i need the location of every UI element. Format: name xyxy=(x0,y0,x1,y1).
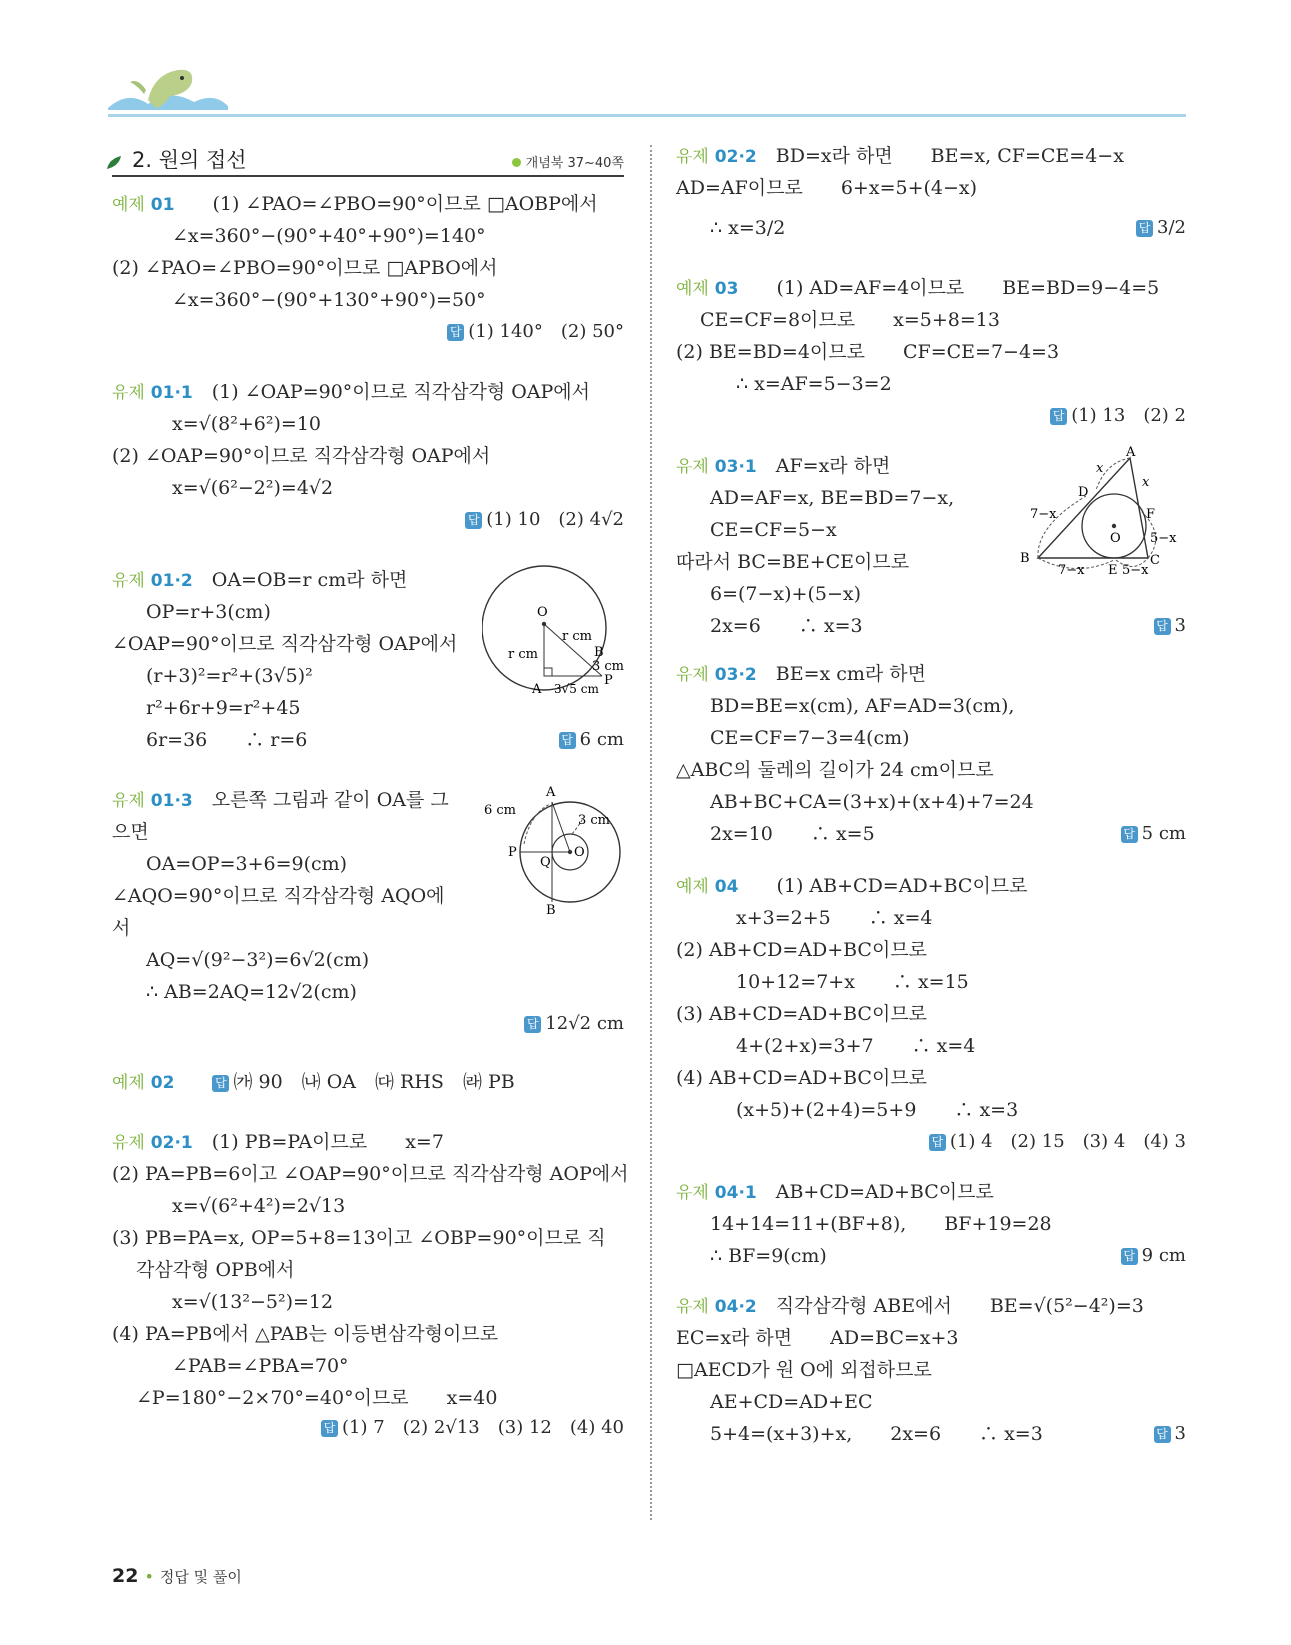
label-5-x-right: 5−x xyxy=(1150,531,1177,546)
solution-line: ∠x=360°−(90°+40°+90°)=140° xyxy=(172,225,486,247)
solution-line: (2) BE=BD=4이므로 CF=CE=7−4=3 xyxy=(676,341,1060,363)
label-3cm: 3 cm xyxy=(592,659,625,674)
answer-mark-icon: 답 xyxy=(465,512,482,529)
answer-mark-icon: 답 xyxy=(1154,1426,1171,1443)
solution-line: 5+4=(x+3)+x, 2x=6 ∴ x=3 xyxy=(710,1423,1043,1445)
solution-line: △ABC의 둘레의 길이가 24 cm이므로 xyxy=(676,759,994,781)
footer-title: 정답 및 풀이 xyxy=(159,1568,242,1586)
center-point xyxy=(542,622,546,626)
label-A: A xyxy=(546,785,556,800)
solution-line: 으면 xyxy=(112,821,149,843)
solution-line: CE=CF=8이므로 x=5+8=13 xyxy=(700,309,1000,331)
label-A: A xyxy=(532,682,542,693)
problem-line: 유제 01·1 (1) ∠OAP=90°이므로 직각삼각형 OAP에서 xyxy=(112,381,591,403)
bullet-icon xyxy=(512,158,521,167)
label-C: C xyxy=(1150,553,1160,568)
problem-label: 예제 04 xyxy=(676,877,739,897)
answer-mark-icon: 답 xyxy=(929,1134,946,1151)
problem-line: 유제 02·1 (1) PB=PA이므로 x=7 xyxy=(112,1131,444,1153)
answer: 답 5 cm xyxy=(1121,822,1186,846)
figure-concentric-circles xyxy=(484,784,626,914)
problem-label: 유제 02·2 xyxy=(676,147,757,167)
problem-line: 예제 03 (1) AD=AF=4이므로 BE=BD=9−4=5 xyxy=(676,277,1160,299)
solution-line: x=√(6²+4²)=2√13 xyxy=(172,1195,346,1217)
right-angle-mark xyxy=(544,668,552,676)
label-O: O xyxy=(1110,531,1121,546)
solution-line: 4+(2+x)=3+7 ∴ x=4 xyxy=(736,1035,976,1057)
solution-line: ∠AQO=90°이므로 직각삼각형 AQO에 xyxy=(112,885,445,907)
solution-line: EC=x라 하면 AD=BC=x+3 xyxy=(676,1327,959,1349)
page-footer xyxy=(112,1565,242,1587)
answer: 답 3 xyxy=(1154,614,1186,638)
answer: 답 (1) 13 (2) 2 xyxy=(1050,404,1186,428)
label-7-x-left: 7−x xyxy=(1030,507,1057,522)
solution-line: □AECD가 원 O에 외접하므로 xyxy=(676,1359,932,1381)
answer: 답 (1) 140° (2) 50° xyxy=(447,320,624,344)
answer-mark-icon: 답 xyxy=(1121,1248,1138,1265)
label-B: B xyxy=(594,645,604,660)
solution-line: ∠P=180°−2×70°=40°이므로 x=40 xyxy=(136,1387,498,1409)
problem-label: 유제 03·1 xyxy=(676,457,757,477)
problem-label: 예제 03 xyxy=(676,279,739,299)
label-A: A xyxy=(1126,446,1136,460)
answer: 답 (1) 7 (2) 2√13 (3) 12 (4) 40 xyxy=(321,1416,624,1440)
solution-line: 각삼각형 OPB에서 xyxy=(136,1259,295,1281)
label-x-right: x xyxy=(1142,475,1150,490)
problem-label: 예제 01 xyxy=(112,195,175,215)
label-r-left: r cm xyxy=(508,647,538,662)
solution-line: (2) ∠OAP=90°이므로 직각삼각형 OAP에서 xyxy=(112,445,491,467)
solution-line: (4) AB+CD=AD+BC이므로 xyxy=(676,1067,928,1089)
solution-line: (3) AB+CD=AD+BC이므로 xyxy=(676,1003,928,1025)
answer-mark-icon: 답 xyxy=(559,732,576,749)
solution-line: ∠PAB=∠PBA=70° xyxy=(172,1355,349,1377)
problem-label: 유제 01·2 xyxy=(112,571,193,591)
label-3cm: 3 cm xyxy=(578,813,611,828)
problem-line: 유제 02·2 BD=x라 하면 BE=x, CF=CE=4−x xyxy=(676,145,1124,167)
solution-line: ∠OAP=90°이므로 직각삼각형 OAP에서 xyxy=(112,633,458,655)
problem-line: 유제 03·1 AF=x라 하면 xyxy=(676,455,891,477)
label-O: O xyxy=(537,605,548,620)
answer: 답 6 cm xyxy=(559,728,624,752)
solution-line: 6=(7−x)+(5−x) xyxy=(710,583,862,605)
label-Q: Q xyxy=(540,855,551,870)
section-rule xyxy=(112,175,624,177)
solution-line: (x+5)+(2+4)=5+9 ∴ x=3 xyxy=(736,1099,1019,1121)
label-O: O xyxy=(574,845,585,860)
header-whale-illustration xyxy=(108,60,1188,120)
label-B: B xyxy=(1020,551,1030,566)
problem-line: 유제 01·3 오른쪽 그림과 같이 OA를 그 xyxy=(112,789,449,811)
problem-label: 유제 04·2 xyxy=(676,1297,757,1317)
solution-line: (2) ∠PAO=∠PBO=90°이므로 □APBO에서 xyxy=(112,257,498,279)
answer-mark-icon: 답 xyxy=(1121,826,1138,843)
solution-line: AQ=√(9²−3²)=6√2(cm) xyxy=(146,949,370,971)
solution-line: ∴ x=AF=5−3=2 xyxy=(736,373,892,395)
label-B: B xyxy=(546,903,556,914)
answer-mark-icon: 답 xyxy=(1136,220,1153,237)
answer: 답 (1) 10 (2) 4√2 xyxy=(465,508,624,532)
answer: 답 9 cm xyxy=(1121,1244,1186,1268)
label-3root5: 3√5 cm xyxy=(554,682,599,693)
solution-line: AD=AF이므로 6+x=5+(4−x) xyxy=(676,177,978,199)
problem-line: 유제 01·2 OA=OB=r cm라 하면 xyxy=(112,569,408,591)
solution-line: CE=CF=7−3=4(cm) xyxy=(710,727,910,749)
solution-line: ∴ AB=2AQ=12√2(cm) xyxy=(146,981,357,1003)
concept-book-reference: 개념북 37~40쪽 xyxy=(512,152,624,171)
problem-label: 유제 02·1 xyxy=(112,1133,193,1153)
solution-line: x+3=2+5 ∴ x=4 xyxy=(736,907,933,929)
problem-label: 유제 04·1 xyxy=(676,1183,757,1203)
answer-mark-icon: 답 xyxy=(321,1420,338,1437)
problem-label: 유제 03·2 xyxy=(676,665,757,685)
label-P: P xyxy=(604,673,613,688)
figure-incircle-triangle xyxy=(1016,446,1188,578)
solution-line: AD=AF=x, BE=BD=7−x, xyxy=(710,487,955,509)
solution-line: 14+14=11+(BF+8), BF+19=28 xyxy=(710,1213,1052,1235)
solution-line: 10+12=7+x ∴ x=15 xyxy=(736,971,969,993)
label-P: P xyxy=(508,845,517,860)
label-r-top: r cm xyxy=(562,629,592,644)
answer: 답 3/2 xyxy=(1136,216,1186,240)
answer-mark-icon: 답 xyxy=(447,324,464,341)
solution-line: (3) PB=PA=x, OP=5+8=13이고 ∠OBP=90°이므로 직 xyxy=(112,1227,606,1249)
leaf-icon xyxy=(106,154,124,170)
solution-line: OP=r+3(cm) xyxy=(146,601,271,623)
problem-line: 예제 04 (1) AB+CD=AD+BC이므로 xyxy=(676,875,1028,897)
solution-line: (r+3)²=r²+(3√5)² xyxy=(146,665,313,687)
solution-line: (4) PA=PB에서 △PAB는 이등변삼각형이므로 xyxy=(112,1323,499,1345)
solution-line: CE=CF=5−x xyxy=(710,519,837,541)
answer-mark-icon: 답 xyxy=(524,1016,541,1033)
solution-line: (2) PA=PB=6이고 ∠OAP=90°이므로 직각삼각형 AOP에서 xyxy=(112,1163,629,1185)
solution-line: 2x=6 ∴ x=3 xyxy=(710,615,863,637)
label-7-x-bottom: 7−x xyxy=(1058,563,1085,578)
answer-mark-icon: 답 xyxy=(1154,618,1171,635)
solution-line: OA=OP=3+6=9(cm) xyxy=(146,853,348,875)
label-6cm: 6 cm xyxy=(484,803,517,818)
answer-mark-icon: 답 xyxy=(1050,408,1067,425)
segment-AO xyxy=(552,802,570,852)
solution-line: r²+6r+9=r²+45 xyxy=(146,697,301,719)
label-x-left: x xyxy=(1096,461,1104,476)
solution-line: 따라서 BC=BE+CE이므로 xyxy=(676,551,910,573)
answer: 답 (1) 4 (2) 15 (3) 4 (4) 3 xyxy=(929,1130,1186,1154)
problem-line: 예제 02 답 ㈎ 90 ㈏ OA ㈐ RHS ㈑ PB xyxy=(112,1071,515,1093)
solution-line: 6r=36 ∴ r=6 xyxy=(146,729,308,751)
column-divider xyxy=(650,145,652,1520)
problem-label: 예제 02 xyxy=(112,1073,175,1093)
footer-bullet-icon: • xyxy=(144,1567,154,1586)
solution-line: ∴ x=3/2 xyxy=(710,217,786,239)
page-number: 22 xyxy=(112,1565,139,1587)
answer: 답 12√2 cm xyxy=(524,1012,624,1036)
problem-label: 유제 01·1 xyxy=(112,383,193,403)
solution-line: x=√(13²−5²)=12 xyxy=(172,1291,334,1313)
solution-line: x=√(6²−2²)=4√2 xyxy=(172,477,334,499)
center-point xyxy=(1112,524,1116,528)
header-rule xyxy=(108,114,1186,117)
problem-label: 유제 01·3 xyxy=(112,791,193,811)
answer-mark-icon: 답 xyxy=(212,1075,229,1092)
label-5-x-bottom: 5−x xyxy=(1122,563,1149,578)
solution-line: AE+CD=AD+EC xyxy=(710,1391,873,1413)
solution-line: ∴ BF=9(cm) xyxy=(710,1245,827,1267)
problem-line: 유제 04·2 직각삼각형 ABE에서 BE=√(5²−4²)=3 xyxy=(676,1295,1144,1317)
solution-line: ∠x=360°−(90°+130°+90°)=50° xyxy=(172,289,486,311)
solution-line: (2) AB+CD=AD+BC이므로 xyxy=(676,939,928,961)
section-title: 2. 원의 접선 xyxy=(132,148,247,172)
label-F: F xyxy=(1146,507,1156,522)
solution-line: 서 xyxy=(112,917,131,939)
label-E: E xyxy=(1108,563,1118,578)
solution-line: BD=BE=x(cm), AF=AD=3(cm), xyxy=(710,695,1015,717)
solution-line: x=√(8²+6²)=10 xyxy=(172,413,321,435)
solution-line: 2x=10 ∴ x=5 xyxy=(710,823,875,845)
answer: 답 3 xyxy=(1154,1422,1186,1446)
figure-circle-tangent-OAP xyxy=(482,558,632,693)
center-point xyxy=(568,850,572,854)
label-D: D xyxy=(1078,485,1089,500)
problem-line: 유제 03·2 BE=x cm라 하면 xyxy=(676,663,927,685)
solution-line: AB+BC+CA=(3+x)+(x+4)+7=24 xyxy=(710,791,1034,813)
problem-line: 유제 04·1 AB+CD=AD+BC이므로 xyxy=(676,1181,994,1203)
problem-line: 예제 01 (1) ∠PAO=∠PBO=90°이므로 □AOBP에서 xyxy=(112,193,598,215)
